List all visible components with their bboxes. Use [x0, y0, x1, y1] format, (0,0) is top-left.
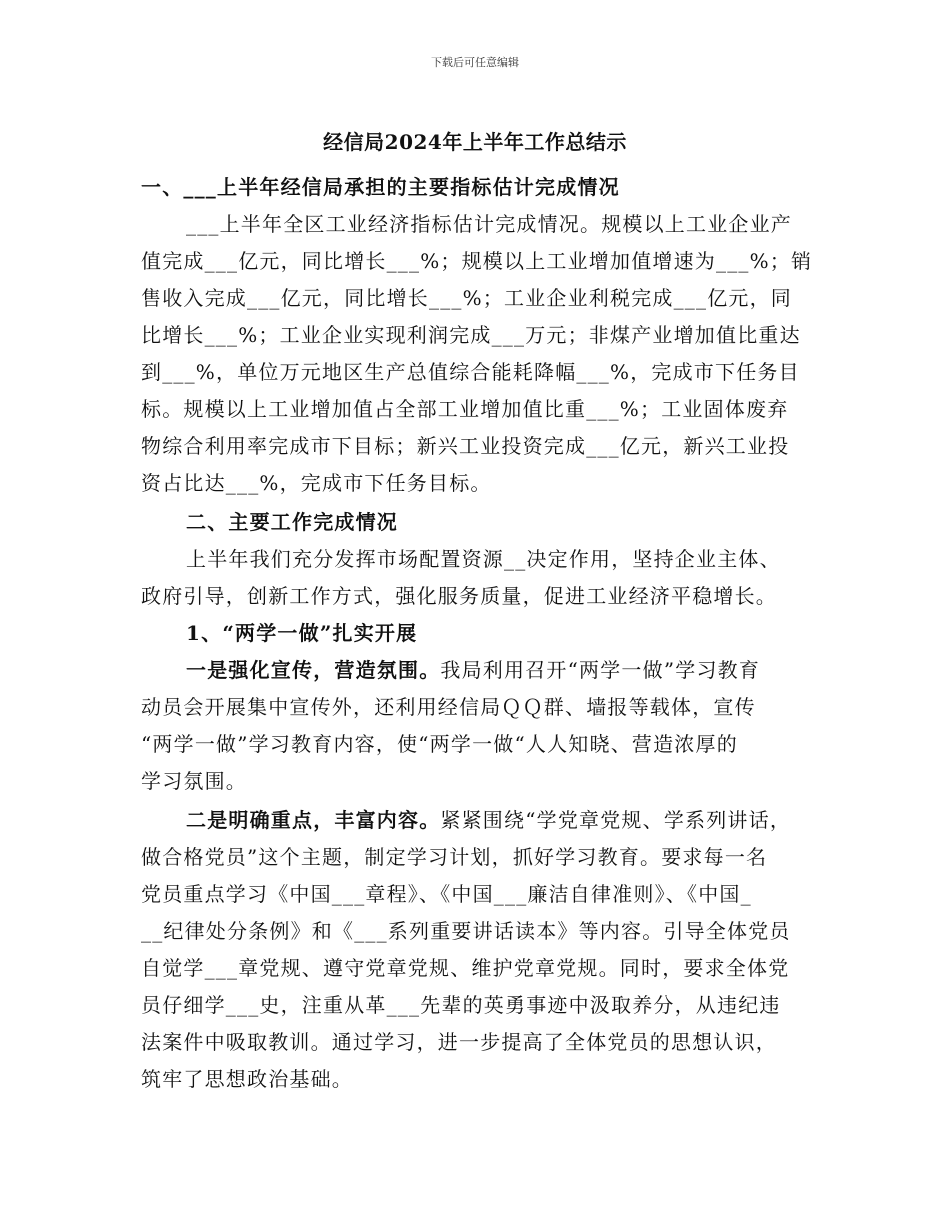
paragraph-text: 紧紧围绕“学党章党规、学系列讲话，	[440, 808, 792, 832]
paragraph-line: 政府引导，创新工作方式，强化服务质量，促进工业经济平稳增长。	[141, 584, 777, 608]
paragraph-line: 动员会开展集中宣传外，还利用经信局ＱＱ群、墙报等载体，宣传	[141, 695, 756, 719]
paragraph-line: 学习氛围。	[141, 769, 247, 793]
paragraph-line: “两学一做”学习教育内容，使“两学一做“人人知晓、营造浓厚的	[141, 732, 738, 756]
paragraph-line: 资占比达___%，完成市下任务目标。	[141, 471, 492, 495]
paragraph-line: __纪律处分条例》和《___系列重要讲话读本》等内容。引导全体党员	[141, 919, 791, 943]
paragraph-text: 我局利用召开“两学一做”学习教育	[440, 658, 761, 682]
paragraph-line: 做合格党员”这个主题，制定学习计划，抓好学习教育。要求每一名	[141, 845, 768, 869]
paragraph-line: ___上半年全区工业经济指标估计完成情况。规模以上工业企业产	[186, 212, 792, 236]
section-heading-2: 二、主要工作完成情况	[186, 510, 398, 534]
paragraph-line: 比增长___%；工业企业实现利润完成___万元；非煤产业增加值比重达	[141, 323, 801, 347]
paragraph-line: 员仔细学___史，注重从革___先辈的英勇事迹中汲取养分，从违纪违	[141, 993, 781, 1017]
bold-lead: 一是强化宣传，营造氛围。	[186, 658, 441, 682]
paragraph-line: 筑牢了思想政治基础。	[141, 1067, 353, 1091]
paragraph-line: 党员重点学习《中国___章程》、《中国___廉洁自律准则》、《中国_	[141, 882, 752, 906]
subsection-heading: 1、“两学一做”扎实开展	[186, 621, 418, 645]
paragraph-line: 上半年我们充分发挥市场配置资源__决定作用，坚持企业主体、	[186, 547, 781, 571]
paragraph-line	[186, 802, 811, 838]
bold-lead: 二是明确重点，丰富内容。	[186, 808, 441, 832]
paragraph-line	[186, 652, 811, 688]
paragraph-line: 到___%，单位万元地区生产总值综合能耗降幅___%，完成市下任务目	[141, 360, 800, 384]
paragraph-line: 标。规模以上工业增加值占全部工业增加值比重___%；工业固体废弃	[141, 397, 789, 421]
document-title: 经信局2024年上半年工作总结示	[323, 130, 627, 154]
paragraph-line: 物综合利用率完成市下目标；新兴工业投资完成___亿元，新兴工业投	[141, 434, 790, 458]
section-heading-1: 一、___上半年经信局承担的主要指标估计完成情况	[141, 175, 620, 199]
paragraph-line: 售收入完成___亿元，同比增长___%；工业企业利税完成___亿元，同	[141, 286, 793, 310]
paragraph-line: 法案件中吸取教训。通过学习，进一步提高了全体党员的思想认识，	[141, 1030, 777, 1054]
paragraph-line: 值完成___亿元，同比增长___%；规模以上工业增加值增速为___%；销	[141, 249, 813, 273]
header-note: 下载后可任意编辑	[431, 56, 519, 69]
paragraph-line: 自觉学___章党规、遵守党章党规、维护党章党规。同时，要求全体党	[141, 956, 790, 980]
